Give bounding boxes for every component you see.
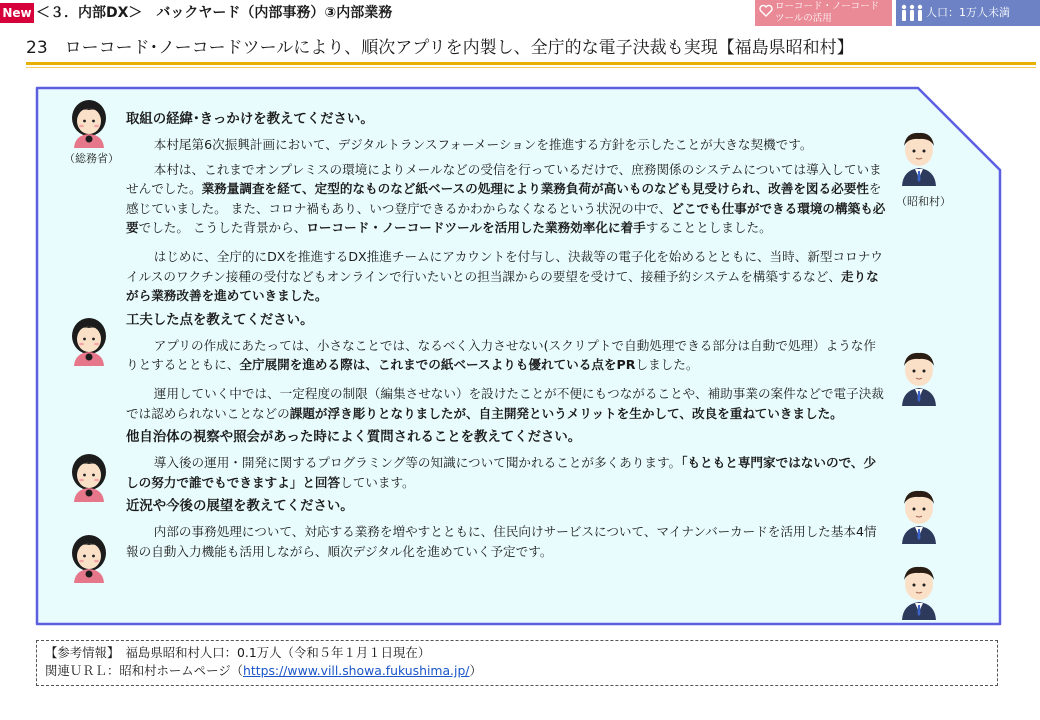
showa-avatar-4 [896, 562, 942, 620]
new-badge: New [0, 3, 34, 23]
somusho-label: （総務省） [64, 152, 119, 165]
tag-lowcode-label: ローコード・ノーコード ツールの活用 [775, 1, 880, 24]
showa-avatar-3 [896, 486, 942, 544]
village-homepage-link[interactable]: https://www.vill.showa.fukushima.jp/ [243, 663, 470, 678]
question-2: 工夫した点を教えてください。 [126, 312, 314, 328]
somusho-avatar-3 [66, 452, 112, 502]
showa-avatar-2 [896, 348, 942, 406]
reference-box [36, 640, 998, 686]
answer-2-para-1: アプリの作成にあたっては、小さなことでは、なるべく入力させない(スクリプトで自動処理できる部分は自動で処理）ような作りとするとともに、全庁展開を進める際は、これまでの紙ベースよりも優れている点をPRしました。 [126, 337, 876, 373]
somusho-avatar-1 [66, 98, 112, 148]
answer-2-para-2: 運用していく中では、一定程度の制限（編集させない）を設けたことが不便にもつながることや、補助事業の案件などで電子決裁では認められないことなどの課題が浮き彫りとなりましたが、自主開発というメリットを生かして、改良を重ねていきました。 [126, 385, 884, 421]
answer-1-para-3: はじめに、全庁的にDXを推進するDX推進チームにアカウントを付与し、決裁等の電子化を始めるとともに、当時、新型コロナウイルスのワクチン接種の受付などもオンラインで行いたいとの担当課からの要望を受けて、接種予約システムを構築するなど、走りながら業務改善を進めていきました。 [126, 248, 883, 304]
answer-1-para-1: 本村尾第6次振興計画において、デジタルトランスフォーメーションを推進する方針を示したことが大きな契機です。 [153, 137, 813, 152]
qa-content [126, 110, 886, 562]
answer-3-para-1: 導入後の運用・開発に関するプログラミング等の知識について聞かれることが多くあります。「もともと専門家ではないので、少しの努力で誰でもできますよ」と回答しています。 [126, 455, 877, 490]
question-1: 取組の経緯･きっかけを教えてください。 [126, 112, 374, 127]
case-title: 23 ローコード･ノーコードツールにより、順次アプリを内製し、全庁的な電子決裁も実現【福島県昭和村】 [26, 38, 854, 58]
somusho-avatar-2 [66, 316, 112, 366]
question-4: 近況や今後の展望を教えてください。 [126, 499, 354, 515]
somusho-avatar-4 [66, 533, 112, 583]
reference-population: 【参考情報】 福島県昭和村人口：0.1万人（令和５年１月１日現在） [45, 645, 431, 660]
answer-4-para-1: 内部の事務処理について、対応する業務を増やすとともに、住民向けサービスについて、マイナンバーカードを活用した基本4情報の自動入力機能も活用しながら、順次デジタル化を進めていく予定です。 [126, 524, 877, 559]
question-3: 他自治体の視察や照会があった時によく質問されることを教えてください。 [126, 430, 582, 446]
reference-url-line: 関連ＵＲＬ：昭和村ホームページ（https://www.vill.showa.fukushima.jp/） [45, 663, 482, 678]
section-title: ＜３．内部DX＞ バックヤード（内部事務）③内部業務 [36, 5, 393, 21]
showa-label: （昭和村） [896, 195, 951, 208]
answer-1-para-2: 本村は、これまでオンプレミスの環境によりメールなどの受信を行っているだけで、庶務関係のシステムについては導入していませんでした。業務量調査を経て、定型的なものなど紙ベースの処理により業務負荷が高いものなども見受けられ、改善を図る必要性を感じていました。 また、コロナ禍もあり、いつ登庁できるかわからなくなるという状況の中で、どこでも仕事ができる環境の構築も必要でした。 こうした背景から、ローコード・ノーコードツールを活用した業務効率化に着手することとしました。 [126, 161, 886, 236]
showa-avatar-1 [896, 128, 942, 186]
tag-population-label: 人口：1万人未満 [926, 6, 1010, 19]
